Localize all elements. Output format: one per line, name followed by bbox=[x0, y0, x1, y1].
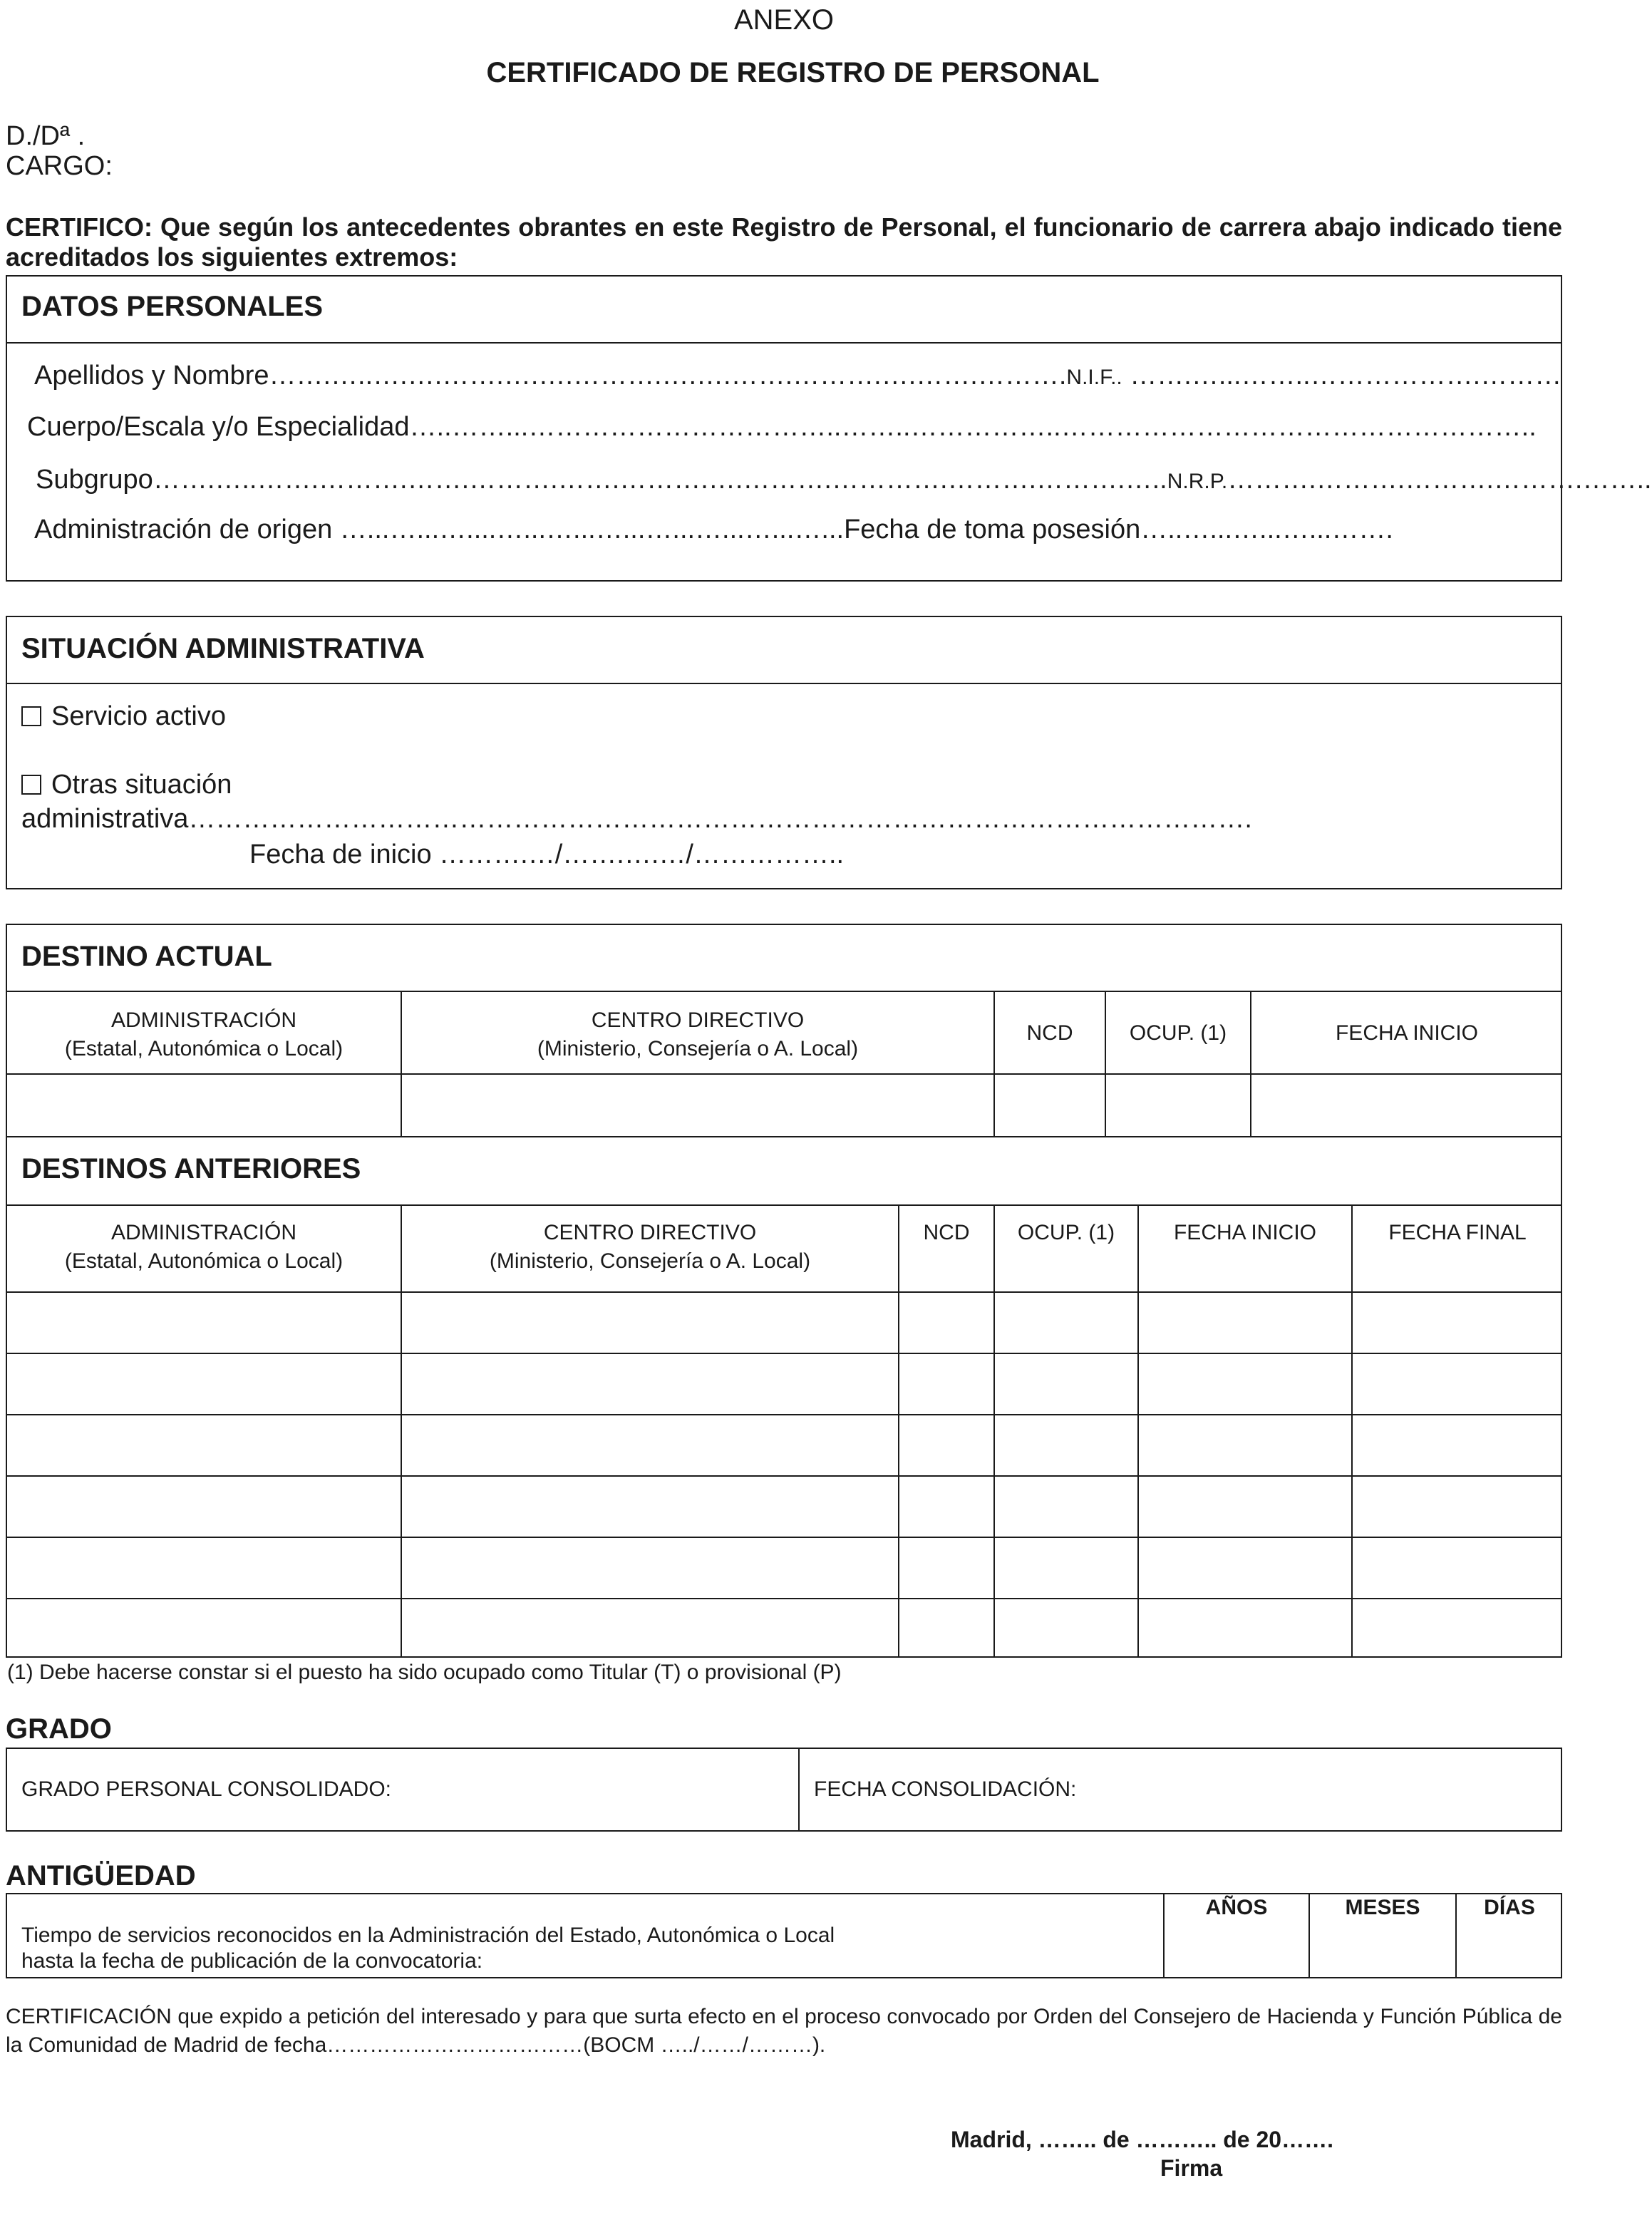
annex-label: ANEXO bbox=[733, 4, 835, 36]
closing-text: CERTIFICACIÓN que expido a petición del interesado y para que surta efecto en el proceso convocado por Orden del Consejero de Hacienda y Función Pública de la Comunidad de Madrid de fecha………………………………(BOCM …../……/………). bbox=[6, 2005, 1562, 2057]
place-date: Madrid, …….. de ……….. de 20……. bbox=[951, 2127, 1333, 2152]
subgroup-field[interactable] bbox=[36, 465, 1652, 495]
active-service-option[interactable] bbox=[21, 701, 226, 732]
table-row bbox=[6, 1475, 1562, 1477]
previous-col-ncd: NCD bbox=[923, 1221, 970, 1244]
current-col-center: CENTRO DIRECTIVO (Ministerio, Consejería o A. Local) bbox=[537, 1008, 859, 1060]
col-divider bbox=[993, 1204, 995, 1658]
name-line: D./Dª . bbox=[6, 121, 86, 151]
col-divider bbox=[798, 1748, 800, 1832]
subgroup-dots: …….…..…….……….…….……….…….……….….……….………….……….……….….. bbox=[153, 465, 1167, 495]
seniority-text: Tiempo de servicios reconocidos en la Administración del Estado, Autonómica o Local hasta la fecha de publicación de la convocatoria: bbox=[21, 1924, 835, 1973]
current-col-admin: ADMINISTRACIÓN (Estatal, Autonómica o Local) bbox=[64, 1008, 344, 1060]
nrp-label: N.R.P. bbox=[1167, 470, 1228, 493]
page-title: CERTIFICADO DE REGISTRO DE PERSONAL bbox=[486, 57, 1100, 88]
start-date-label: Fecha de inicio bbox=[249, 840, 432, 869]
days-label: DÍAS bbox=[1484, 1896, 1535, 1919]
footnote: (1) Debe hacerse constar si el puesto ha sido ocupado como Titular (T) o provisional (P) bbox=[7, 1661, 842, 1684]
name-dots: …….…..….….…….….….……….….….…….……….….…….………. bbox=[269, 361, 1067, 391]
seniority-title: ANTIGÜEDAD bbox=[6, 1860, 196, 1891]
other-situation-label: Otras situación bbox=[51, 770, 232, 800]
col-divider bbox=[401, 1204, 402, 1658]
possession-label: Fecha de toma posesión bbox=[844, 515, 1141, 544]
signature-label: Firma bbox=[1160, 2155, 1223, 2181]
col-divider bbox=[1351, 1204, 1353, 1658]
grade-consolidated-label: GRADO PERSONAL CONSOLIDADO: bbox=[21, 1777, 391, 1801]
divider bbox=[6, 342, 1562, 344]
nrp-dots: ……….……….……….……….…….. bbox=[1227, 465, 1652, 495]
years-label: AÑOS bbox=[1205, 1896, 1268, 1919]
col-divider bbox=[1250, 991, 1251, 1136]
grade-date-label: FECHA CONSOLIDACIÓN: bbox=[814, 1777, 1077, 1801]
table-row bbox=[6, 1537, 1562, 1538]
possession-dots: …..…...…...…...……. bbox=[1140, 515, 1393, 544]
divider bbox=[6, 1073, 1562, 1075]
other-situation-checkbox[interactable] bbox=[21, 775, 41, 795]
corps-label: Cuerpo/Escala y/o Especialidad bbox=[27, 412, 410, 442]
position-line: CARGO: bbox=[6, 151, 113, 181]
previous-col-ocup: OCUP. (1) bbox=[1017, 1221, 1115, 1244]
previous-col-center: CENTRO DIRECTIVO (Ministerio, Consejería o A. Local) bbox=[489, 1221, 811, 1273]
previous-destinations-title: DESTINOS ANTERIORES bbox=[21, 1153, 361, 1184]
active-service-label: Servicio activo bbox=[51, 701, 226, 731]
subgroup-label: Subgrupo bbox=[36, 465, 153, 495]
col-divider bbox=[401, 991, 402, 1136]
divider bbox=[6, 683, 1562, 684]
previous-col-start: FECHA INICIO bbox=[1173, 1221, 1317, 1244]
current-col-start: FECHA INICIO bbox=[1335, 1021, 1479, 1045]
name-label: Apellidos y Nombre bbox=[34, 361, 269, 391]
origin-field[interactable] bbox=[34, 515, 1393, 545]
corps-field[interactable] bbox=[27, 412, 1537, 443]
table-row bbox=[6, 1291, 1562, 1293]
corps-dots: …..……...……………………………..……..……………..…………………………………………….. bbox=[409, 412, 1537, 442]
origin-dots: …...…...…....…...…...…...…...…...…...…... bbox=[332, 515, 845, 544]
table-row bbox=[6, 1598, 1562, 1599]
col-divider bbox=[1137, 1204, 1139, 1658]
personal-data-title: DATOS PERSONALES bbox=[21, 291, 324, 322]
nif-dots: …….…...……..……………….……… bbox=[1122, 361, 1562, 391]
other-situation-dots: ………………………………………………………………………………………………………. bbox=[188, 804, 1252, 834]
active-service-checkbox[interactable] bbox=[21, 706, 41, 726]
previous-col-admin: ADMINISTRACIÓN (Estatal, Autonómica o Local) bbox=[64, 1221, 344, 1273]
grade-title: GRADO bbox=[6, 1713, 112, 1745]
col-divider bbox=[898, 1204, 899, 1658]
current-destination-title: DESTINO ACTUAL bbox=[21, 941, 272, 972]
name-field[interactable] bbox=[34, 361, 1561, 391]
col-divider bbox=[1105, 991, 1106, 1136]
origin-label: Administración de origen bbox=[34, 515, 333, 544]
current-col-ocup: OCUP. (1) bbox=[1129, 1021, 1227, 1045]
table-row bbox=[6, 1414, 1562, 1415]
divider bbox=[6, 991, 1562, 992]
other-situation-line[interactable] bbox=[21, 804, 1252, 835]
situation-title: SITUACIÓN ADMINISTRATIVA bbox=[21, 633, 425, 664]
start-date-field[interactable] bbox=[249, 840, 844, 870]
previous-col-end: FECHA FINAL bbox=[1388, 1221, 1527, 1244]
other-situation-line-label: administrativa bbox=[21, 804, 189, 834]
divider bbox=[6, 1136, 1562, 1137]
months-label: MESES bbox=[1345, 1896, 1420, 1919]
certify-text: CERTIFICO: Que según los antecedentes obrantes en este Registro de Personal, el funcionario de carrera abajo indicado tiene acreditados los siguientes extremos: bbox=[6, 212, 1562, 272]
start-date-dots: ……….…/…….….…/…………….. bbox=[431, 840, 845, 869]
current-col-ncd: NCD bbox=[1026, 1021, 1073, 1045]
other-situation-option[interactable] bbox=[21, 770, 232, 800]
table-row bbox=[6, 1353, 1562, 1354]
nif-label: N.I.F.. bbox=[1066, 366, 1122, 389]
divider bbox=[6, 1204, 1562, 1206]
col-divider bbox=[993, 991, 995, 1136]
